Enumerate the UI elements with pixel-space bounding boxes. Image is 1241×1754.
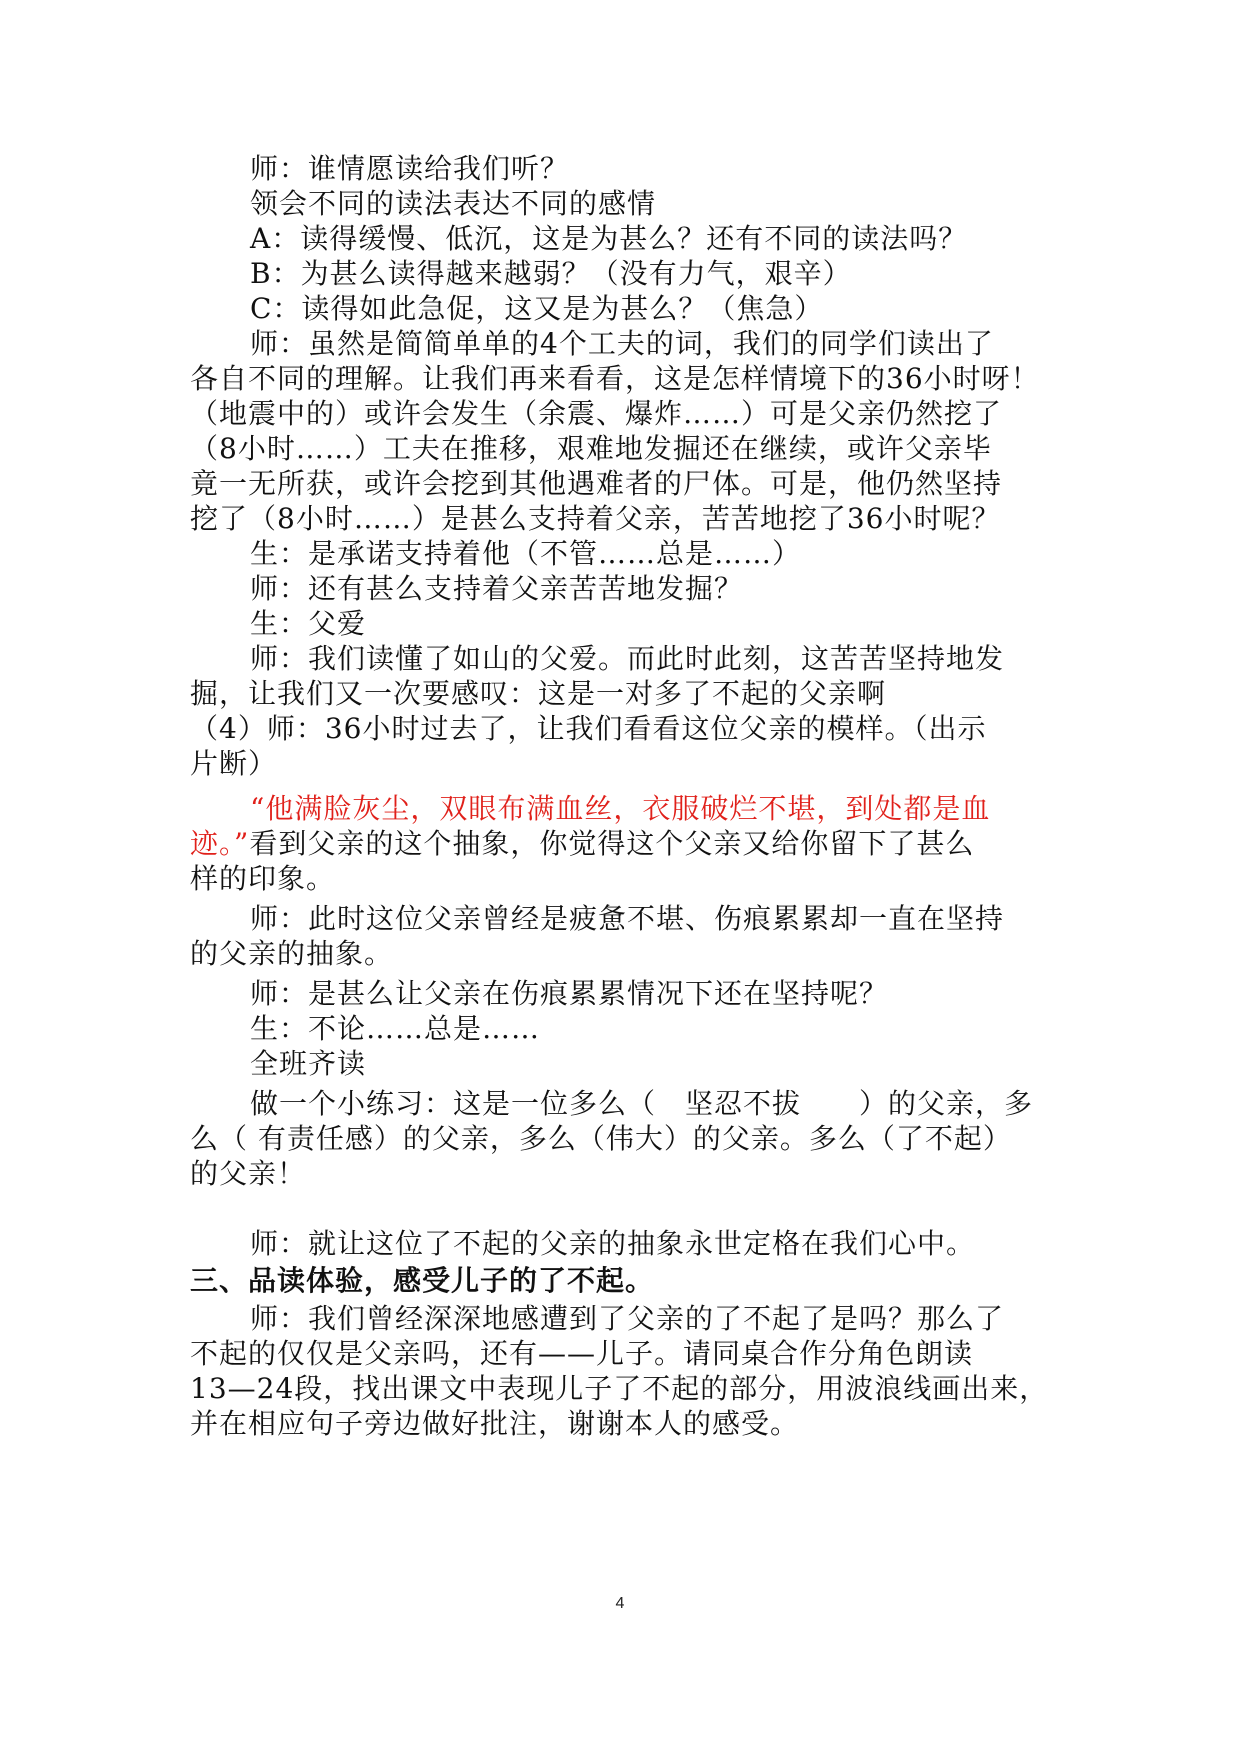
text-line: （8小时……）工夫在推移，艰难地发掘还在继续，或许父亲毕 [190,432,992,465]
text-line: 样的印象。 [190,862,336,895]
text-line: 各自不同的理解。让我们再来看看，这是怎样情境下的36小时呀！ [190,362,1040,395]
dialogue-line: 师：还有甚么支持着父亲苦苦地发掘？ [250,572,744,605]
exercise-line: 么（ 有责任感）的父亲，多么（伟大）的父亲。多么（了不起） [190,1122,1012,1155]
text-line: 13—24段，找出课文中表现儿子了不起的部分，用波浪线画出来， [190,1372,1049,1405]
text-line: 全班齐读 [250,1047,367,1080]
exercise-line: 的父亲！ [190,1157,307,1190]
dialogue-line: 师：是甚么让父亲在伤痕累累情况下还在坚持呢？ [250,977,889,1010]
dialogue-line: 生：不论……总是…… [250,1012,541,1045]
question-line: B：为甚么读得越来越弱？（没有力气，艰辛） [250,257,852,290]
dialogue-line: 生：是承诺支持着他（不管……总是……） [250,537,802,570]
text-span: 看到父亲的这个抽象，你觉得这个父亲又给你留下了甚么 [249,827,975,860]
dialogue-line: 师：我们曾经深深地感遭到了父亲的了不起了是吗？那么了 [250,1302,1005,1335]
text-line: 并在相应句子旁边做好批注，谢谢本人的感受。 [190,1407,800,1440]
text-line: 的父亲的抽象。 [190,937,394,970]
page-number: 4 [615,1595,625,1612]
exercise-line: 做一个小练习：这是一位多么（ 坚忍不拔 ）的父亲，多 [250,1087,1034,1120]
question-line: A：读得缓慢、低沉，这是为甚么？还有不同的读法吗？ [250,222,968,255]
dialogue-line: 生：父爱 [250,607,367,640]
text-line: （地震中的）或许会发生（余震、爆炸……）可是父亲仍然挖了 [190,397,1003,430]
text-line: 领会不同的读法表达不同的感情 [250,187,657,220]
dialogue-line: 师：此时这位父亲曾经是疲惫不堪、伤痕累累却一直在坚持 [250,902,1005,935]
text-line: 片断） [190,747,278,780]
question-line: C：读得如此急促，这又是为甚么？（焦急） [250,292,824,325]
quote-end: 迹。” [190,827,250,860]
dialogue-line: 师：谁情愿读给我们听？ [250,152,570,185]
text-line: 挖了（8小时……）是甚么支持着父亲，苦苦地挖了36小时呢？ [190,502,1001,535]
dialogue-line: 师：虽然是简简单单的4个工夫的词，我们的同学们读出了 [250,327,994,360]
quote-line: “他满脸灰尘，双眼布满血丝，衣服破烂不堪，到处都是血 [250,792,991,825]
dialogue-line: 师：我们读懂了如山的父爱。而此时此刻，这苦苦坚持地发 [250,642,1005,675]
quote-line-end-row [190,825,974,863]
text-line: 掘，让我们又一次要感叹：这是一对多了不起的父亲啊 [190,677,887,710]
section-heading: 三、品读体验，感受儿子的了不起。 [190,1264,655,1297]
text-line: （4）师：36小时过去了，让我们看看这位父亲的模样。（出示 [190,712,987,745]
dialogue-line: 师：就让这位了不起的父亲的抽象永世定格在我们心中。 [250,1227,976,1260]
text-line: 竟一无所获，或许会挖到其他遇难者的尸体。可是，他仍然坚持 [190,467,1003,500]
text-line: 不起的仅仅是父亲吗，还有——儿子。请同桌合作分角色朗读 [190,1337,974,1370]
